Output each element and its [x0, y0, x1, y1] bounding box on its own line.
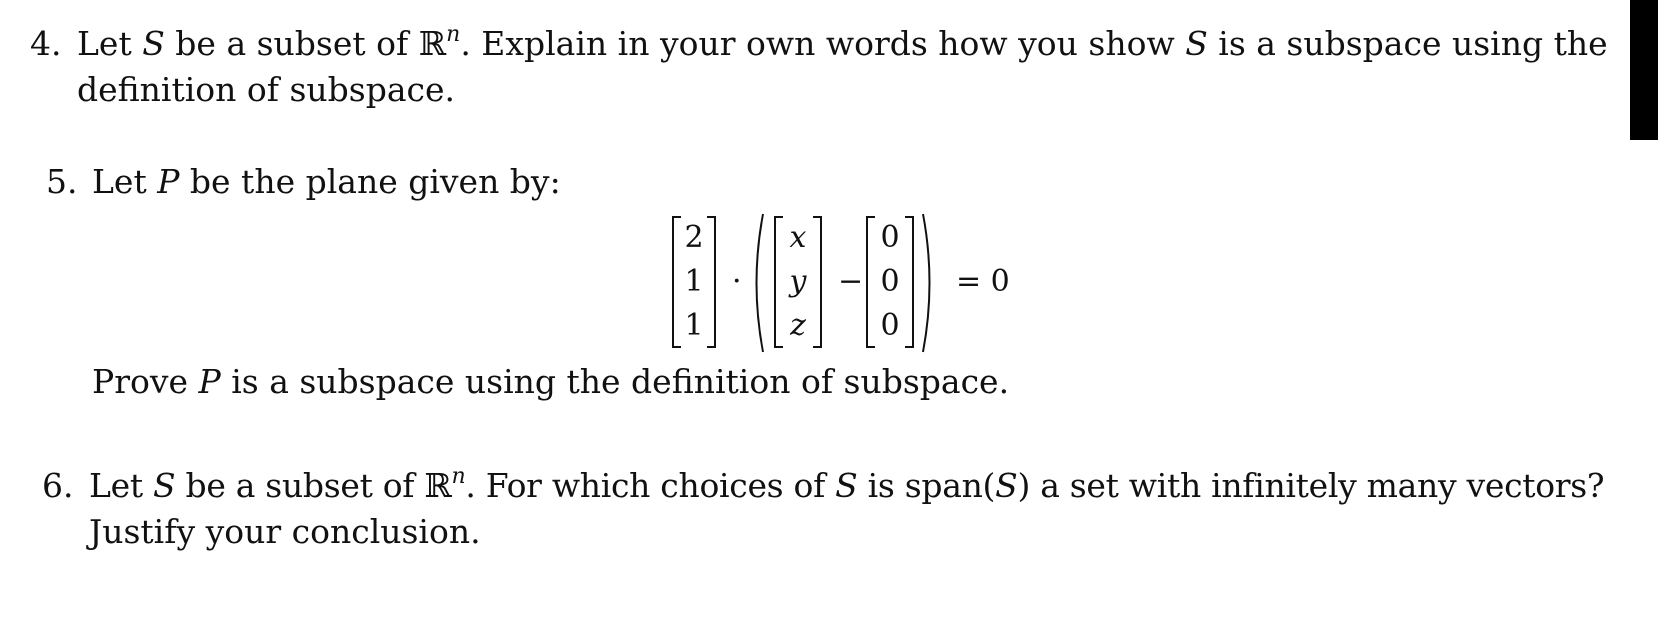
matrix-entry: 1 — [684, 308, 704, 343]
matrix-entry: y — [789, 264, 807, 299]
matrix-entry: 0 — [880, 308, 900, 343]
problem-number: 5. — [46, 162, 78, 201]
dot-operator: · — [732, 264, 742, 299]
matrix-entry: 0 — [880, 220, 900, 255]
problem-text-line-1: Let P be the plane given by: — [92, 162, 561, 201]
page-edge-bar — [1630, 0, 1658, 140]
problem-text-line-1: Let S be a subset of ℝ$^n$. For which choices of S is span(S) a set with infinitely many vectors? — [89, 464, 1605, 505]
variable-vector — [774, 216, 822, 348]
matrix-entry: z — [790, 308, 806, 343]
right-paren — [920, 212, 938, 354]
problem-number: 6. — [42, 466, 74, 505]
left-paren — [748, 212, 766, 354]
equals-zero: = 0 — [956, 264, 1010, 299]
matrix-entry: 2 — [684, 220, 704, 255]
point-vector — [866, 216, 914, 348]
matrix-entry: 0 — [880, 264, 900, 299]
problem-text-line-1: Let S be a subset of ℝ$^n$. Explain in your own words how you show S is a subspace using the — [77, 22, 1608, 63]
matrix-entry: x — [789, 220, 807, 255]
minus-operator: − — [838, 264, 864, 299]
plane-equation — [670, 212, 1080, 354]
problem-number: 4. — [30, 24, 62, 63]
prove-instruction: Prove P is a subspace using the definition of subspace. — [92, 362, 1010, 401]
normal-vector — [672, 216, 716, 348]
problem-text-line-2: definition of subspace. — [77, 70, 456, 109]
matrix-entry: 1 — [684, 264, 704, 299]
problem-text-line-2: Justify your conclusion. — [89, 512, 481, 551]
